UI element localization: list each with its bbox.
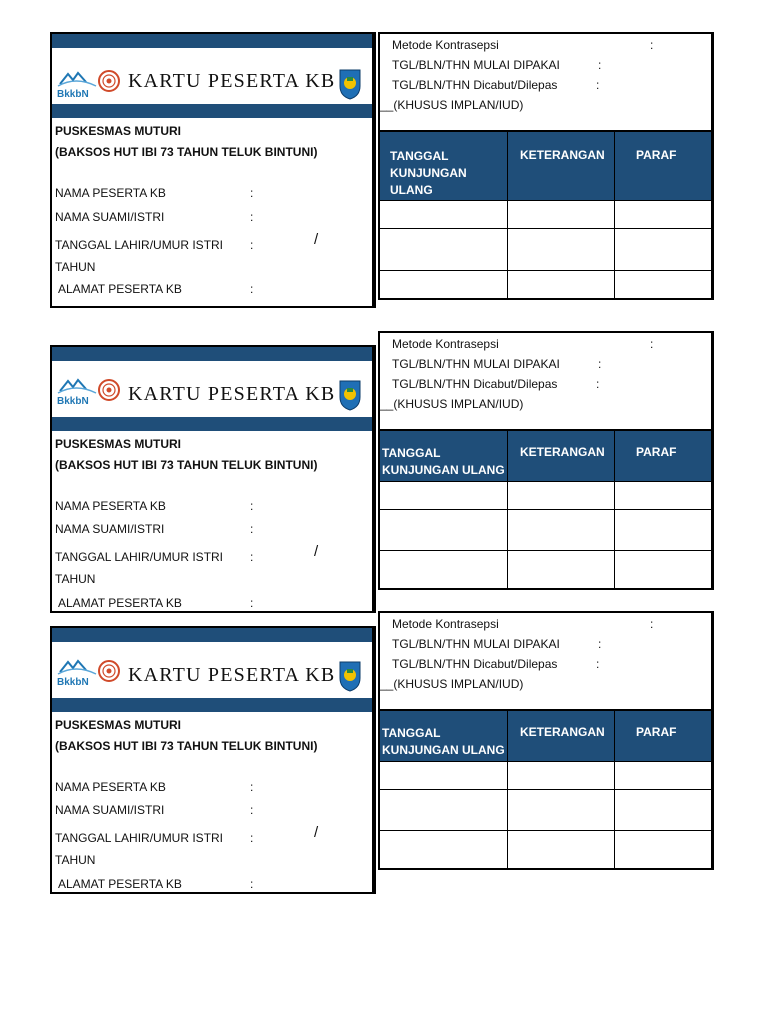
nama-peserta-label: NAMA PESERTA KB	[55, 780, 166, 794]
header-band-lower	[52, 698, 372, 712]
date-separator: /	[314, 824, 319, 841]
nama-suami-label: NAMA SUAMI/ISTRI	[55, 210, 165, 224]
alamat-label: ALAMAT PESERTA KB	[58, 596, 182, 610]
colon: :	[598, 637, 602, 651]
colon: :	[250, 877, 254, 891]
svg-text:BkkbN: BkkbN	[57, 89, 89, 100]
nama-peserta-label: NAMA PESERTA KB	[55, 499, 166, 513]
khusus-note: __(KHUSUS IMPLAN/IUD)	[380, 397, 524, 411]
dicabut-label: TGL/BLN/THN Dicabut/Dilepas	[392, 377, 558, 391]
row-divider	[380, 200, 711, 201]
card-front-3	[50, 626, 376, 894]
regency-emblem-icon	[338, 660, 362, 692]
header-band-lower	[52, 104, 372, 118]
colon: :	[250, 186, 254, 200]
bkkbn-logo-icon	[56, 658, 98, 688]
colon: :	[596, 657, 600, 671]
card-title: KARTU PESERTA KB	[128, 383, 336, 405]
col-divider	[507, 130, 508, 298]
visit-table-header	[380, 429, 711, 481]
visit-table-header	[380, 709, 711, 761]
col-divider	[614, 429, 615, 588]
row-divider	[380, 761, 711, 762]
colon: :	[650, 337, 654, 351]
row-divider	[380, 789, 711, 790]
colon: :	[650, 617, 654, 631]
header-band	[52, 347, 372, 361]
bkkbn-logo-icon	[56, 70, 98, 100]
card-back-1	[378, 32, 714, 300]
colon: :	[250, 282, 254, 296]
alamat-label: ALAMAT PESERTA KB	[58, 877, 182, 891]
colon: :	[250, 803, 254, 817]
colon: :	[596, 78, 600, 92]
header-band	[52, 34, 372, 48]
dicabut-label: TGL/BLN/THN Dicabut/Dilepas	[392, 657, 558, 671]
colon: :	[250, 210, 254, 224]
mulai-label: TGL/BLN/THN MULAI DIPAKAI	[392, 58, 560, 72]
mulai-label: TGL/BLN/THN MULAI DIPAKAI	[392, 637, 560, 651]
metode-label: Metode Kontrasepsi	[392, 38, 499, 52]
row-divider	[380, 270, 711, 271]
khusus-note: __(KHUSUS IMPLAN/IUD)	[380, 98, 524, 112]
clinic-name: PUSKESMAS MUTURI	[55, 124, 182, 138]
colon: :	[598, 357, 602, 371]
header-band	[52, 628, 372, 642]
nama-peserta-label: NAMA PESERTA KB	[55, 186, 166, 200]
tahun-label: TAHUN	[55, 853, 96, 867]
card-front-2	[50, 345, 376, 613]
col-keterangan: KETERANGAN	[520, 445, 605, 459]
row-divider	[380, 228, 711, 229]
colon: :	[250, 238, 254, 252]
regency-emblem-icon	[338, 68, 362, 100]
card-front-1	[50, 32, 376, 308]
event-name: (BAKSOS HUT IBI 73 TAHUN TELUK BINTUNI)	[55, 458, 318, 472]
col-paraf: PARAF	[636, 725, 677, 739]
col-keterangan: KETERANGAN	[520, 725, 605, 739]
card-title: KARTU PESERTA KB	[128, 664, 336, 686]
row-divider	[380, 481, 711, 482]
bkkbn-logo-icon	[56, 377, 98, 407]
mulai-label: TGL/BLN/THN MULAI DIPAKAI	[392, 357, 560, 371]
nama-suami-label: NAMA SUAMI/ISTRI	[55, 803, 165, 817]
metode-label: Metode Kontrasepsi	[392, 337, 499, 351]
row-divider	[380, 509, 711, 510]
tanggal-lahir-label: TANGGAL LAHIR/UMUR ISTRI	[55, 831, 224, 845]
col-keterangan: KETERANGAN	[520, 148, 605, 162]
row-divider	[380, 830, 711, 831]
col-tanggal: TANGGAL KUNJUNGAN ULANG	[390, 149, 467, 197]
regency-emblem-icon	[338, 379, 362, 411]
date-separator: /	[314, 231, 319, 248]
visit-table-header	[380, 130, 711, 200]
row-divider	[380, 550, 711, 551]
card-back-3	[378, 611, 714, 870]
date-separator: /	[314, 543, 319, 560]
bidan-logo-icon	[98, 379, 120, 401]
dicabut-label: TGL/BLN/THN Dicabut/Dilepas	[392, 78, 558, 92]
colon: :	[650, 38, 654, 52]
header-band-lower	[52, 417, 372, 431]
khusus-note: __(KHUSUS IMPLAN/IUD)	[380, 677, 524, 691]
col-divider	[614, 130, 615, 298]
alamat-label: ALAMAT PESERTA KB	[58, 282, 182, 296]
card-back-2	[378, 331, 714, 590]
clinic-name: PUSKESMAS MUTURI	[55, 718, 182, 732]
colon: :	[250, 780, 254, 794]
clinic-name: PUSKESMAS MUTURI	[55, 437, 182, 451]
nama-suami-label: NAMA SUAMI/ISTRI	[55, 522, 165, 536]
card-title: KARTU PESERTA KB	[128, 70, 336, 92]
colon: :	[250, 499, 254, 513]
col-tanggal: TANGGAL KUNJUNGAN ULANG	[382, 446, 505, 477]
tanggal-lahir-label: TANGGAL LAHIR/UMUR ISTRI	[55, 238, 224, 252]
colon: :	[596, 377, 600, 391]
colon: :	[598, 58, 602, 72]
col-paraf: PARAF	[636, 148, 677, 162]
colon: :	[250, 596, 254, 610]
tahun-label: TAHUN	[55, 572, 96, 586]
colon: :	[250, 831, 254, 845]
colon: :	[250, 550, 254, 564]
svg-text:BkkbN: BkkbN	[57, 677, 89, 688]
tahun-label: TAHUN	[55, 260, 96, 274]
col-divider	[507, 429, 508, 588]
event-name: (BAKSOS HUT IBI 73 TAHUN TELUK BINTUNI)	[55, 145, 318, 159]
tanggal-lahir-label: TANGGAL LAHIR/UMUR ISTRI	[55, 550, 224, 564]
col-divider	[614, 709, 615, 868]
bidan-logo-icon	[98, 660, 120, 682]
col-paraf: PARAF	[636, 445, 677, 459]
colon: :	[250, 522, 254, 536]
metode-label: Metode Kontrasepsi	[392, 617, 499, 631]
col-divider	[507, 709, 508, 868]
svg-text:BkkbN: BkkbN	[57, 396, 89, 407]
col-tanggal: TANGGAL KUNJUNGAN ULANG	[382, 726, 505, 757]
bidan-logo-icon	[98, 70, 120, 92]
event-name: (BAKSOS HUT IBI 73 TAHUN TELUK BINTUNI)	[55, 739, 318, 753]
